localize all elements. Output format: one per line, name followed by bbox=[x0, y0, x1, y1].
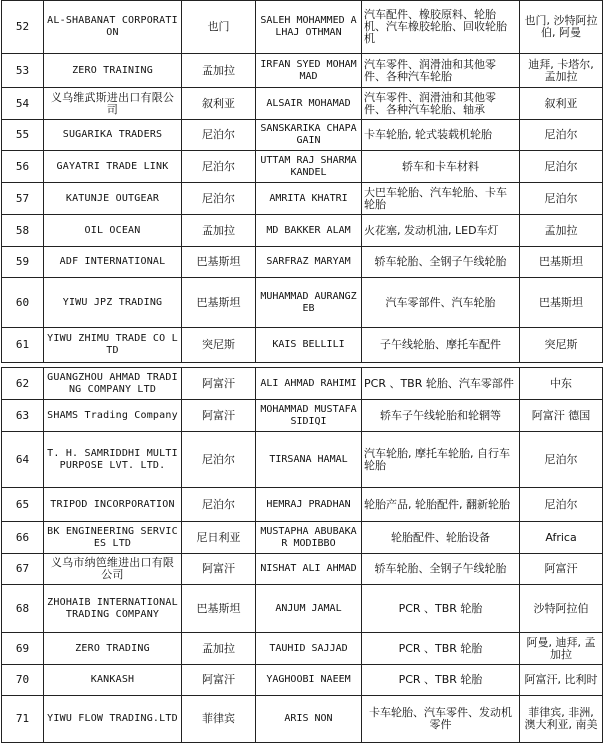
products: PCR 、TBR 轮胎、汽车零部件 bbox=[362, 368, 520, 400]
table-row bbox=[2, 120, 603, 151]
table-row bbox=[2, 432, 603, 488]
company-name: KATUNJE OUTGEAR bbox=[44, 183, 182, 215]
market: 菲律宾, 非洲, 澳大利亚, 南美 bbox=[520, 696, 603, 743]
company-name: GUANGZHOU AHMAD TRADING COMPANY LTD bbox=[44, 368, 182, 400]
contact-person: MD BAKKER ALAM bbox=[256, 215, 362, 247]
table-row bbox=[2, 665, 603, 696]
products: PCR 、TBR 轮胎 bbox=[362, 633, 520, 665]
row-number: 55 bbox=[2, 120, 44, 151]
row-number: 59 bbox=[2, 247, 44, 278]
country: 孟加拉 bbox=[182, 215, 256, 247]
table-row bbox=[2, 368, 603, 400]
market: 巴基斯坦 bbox=[520, 278, 603, 328]
table-row bbox=[2, 328, 603, 363]
market: 阿曼, 迪拜, 孟加拉 bbox=[520, 633, 603, 665]
company-name: SHAMS Trading Company bbox=[44, 400, 182, 432]
market: 巴基斯坦 bbox=[520, 247, 603, 278]
contact-person: AMRITA KHATRI bbox=[256, 183, 362, 215]
company-name: ZERO TRADING bbox=[44, 633, 182, 665]
contact-person: ALSAIR MOHAMAD bbox=[256, 88, 362, 120]
products: 轮胎产品, 轮胎配件, 翻新轮胎 bbox=[362, 488, 520, 522]
company-name: YIWU JPZ TRADING bbox=[44, 278, 182, 328]
country: 突尼斯 bbox=[182, 328, 256, 363]
company-name: TRIPOD INCORPORATION bbox=[44, 488, 182, 522]
products: 汽车零件、润滑油和其他零件、各种汽车轮胎 bbox=[362, 54, 520, 88]
row-number: 65 bbox=[2, 488, 44, 522]
row-number: 69 bbox=[2, 633, 44, 665]
products: 大巴车轮胎、汽车轮胎、卡车轮胎 bbox=[362, 183, 520, 215]
company-name: KANKASH bbox=[44, 665, 182, 696]
row-number: 71 bbox=[2, 696, 44, 743]
company-name: 义乌维武斯进出口有限公司 bbox=[44, 88, 182, 120]
table-row bbox=[2, 247, 603, 278]
company-name: BK ENGINEERING SERVICES LTD bbox=[44, 522, 182, 554]
row-number: 53 bbox=[2, 54, 44, 88]
row-number: 57 bbox=[2, 183, 44, 215]
contact-person: SANSKARIKA CHAPAGAIN bbox=[256, 120, 362, 151]
country: 菲律宾 bbox=[182, 696, 256, 743]
products: 轿车和卡车材料 bbox=[362, 151, 520, 183]
contact-person: UTTAM RAJ SHARMA KANDEL bbox=[256, 151, 362, 183]
company-name: ZERO TRAINING bbox=[44, 54, 182, 88]
table-row bbox=[2, 585, 603, 633]
contact-person: SALEH MOHAMMED ALHAJ OTHMAN bbox=[256, 1, 362, 54]
contact-person: SARFRAZ MARYAM bbox=[256, 247, 362, 278]
table-row bbox=[2, 633, 603, 665]
products: PCR 、TBR 轮胎 bbox=[362, 585, 520, 633]
contact-person: ANJUM JAMAL bbox=[256, 585, 362, 633]
company-name: YIWU FLOW TRADING.LTD bbox=[44, 696, 182, 743]
company-name: YIWU ZHIMU TRADE CO LTD bbox=[44, 328, 182, 363]
market: 迪拜, 卡塔尔, 孟加拉 bbox=[520, 54, 603, 88]
row-number: 56 bbox=[2, 151, 44, 183]
contact-person: KAIS BELLILI bbox=[256, 328, 362, 363]
market: 尼泊尔 bbox=[520, 432, 603, 488]
contact-person: TIRSANA HAMAL bbox=[256, 432, 362, 488]
contact-person: MOHAMMAD MUSTAFA SIDIQI bbox=[256, 400, 362, 432]
market: 叙利亚 bbox=[520, 88, 603, 120]
market: 阿富汗 bbox=[520, 554, 603, 585]
contact-person: ARIS NON bbox=[256, 696, 362, 743]
country: 阿富汗 bbox=[182, 368, 256, 400]
row-number: 64 bbox=[2, 432, 44, 488]
products: 汽车零件、润滑油和其他零件、各种汽车轮胎、轴承 bbox=[362, 88, 520, 120]
products: 汽车零部件、汽车轮胎 bbox=[362, 278, 520, 328]
row-number: 66 bbox=[2, 522, 44, 554]
row-number: 67 bbox=[2, 554, 44, 585]
table-row bbox=[2, 183, 603, 215]
products: 汽车轮胎, 摩托车轮胎, 自行车轮胎 bbox=[362, 432, 520, 488]
country: 阿富汗 bbox=[182, 554, 256, 585]
products: 子午线轮胎、摩托车配件 bbox=[362, 328, 520, 363]
country: 孟加拉 bbox=[182, 633, 256, 665]
products: 轿车轮胎、全钢子午线轮胎 bbox=[362, 247, 520, 278]
company-name: AL-SHABANAT CORPORATION bbox=[44, 1, 182, 54]
contact-person: MUHAMMAD AURANGZEB bbox=[256, 278, 362, 328]
country: 阿富汗 bbox=[182, 665, 256, 696]
table-row bbox=[2, 522, 603, 554]
products: PCR 、TBR 轮胎 bbox=[362, 665, 520, 696]
country: 尼泊尔 bbox=[182, 151, 256, 183]
table-row bbox=[2, 696, 603, 743]
contact-person: MUSTAPHA ABUBAKAR MODIBBO bbox=[256, 522, 362, 554]
country: 叙利亚 bbox=[182, 88, 256, 120]
products: 卡车轮胎, 轮式装载机轮胎 bbox=[362, 120, 520, 151]
products: 卡车轮胎、汽车零件、发动机零件 bbox=[362, 696, 520, 743]
products: 轿车轮胎、全钢子午线轮胎 bbox=[362, 554, 520, 585]
contact-person: IRFAN SYED MOHAMMAD bbox=[256, 54, 362, 88]
market: 尼泊尔 bbox=[520, 488, 603, 522]
row-number: 61 bbox=[2, 328, 44, 363]
country: 尼泊尔 bbox=[182, 183, 256, 215]
row-number: 68 bbox=[2, 585, 44, 633]
market: 孟加拉 bbox=[520, 215, 603, 247]
country: 尼泊尔 bbox=[182, 488, 256, 522]
country: 也门 bbox=[182, 1, 256, 54]
country: 巴基斯坦 bbox=[182, 585, 256, 633]
row-number: 60 bbox=[2, 278, 44, 328]
products: 汽车配件、橡胶原料、轮胎机、汽车橡胶轮胎、回收轮胎机 bbox=[362, 1, 520, 54]
market: 尼泊尔 bbox=[520, 151, 603, 183]
country: 尼泊尔 bbox=[182, 432, 256, 488]
contact-person: ALI AHMAD RAHIMI bbox=[256, 368, 362, 400]
company-name: GAYATRI TRADE LINK bbox=[44, 151, 182, 183]
contact-person: HEMRAJ PRADHAN bbox=[256, 488, 362, 522]
company-name: 义乌市纳笆维进出口有限公司 bbox=[44, 554, 182, 585]
company-name: OIL OCEAN bbox=[44, 215, 182, 247]
market: 沙特阿拉伯 bbox=[520, 585, 603, 633]
table-row bbox=[2, 278, 603, 328]
customer-table-sheet bbox=[1, 0, 603, 743]
contact-person: NISHAT ALI AHMAD bbox=[256, 554, 362, 585]
contact-person: TAUHID SAJJAD bbox=[256, 633, 362, 665]
company-name: T. H. SAMRIDDHI MULTIPURPOSE LVT. LTD. bbox=[44, 432, 182, 488]
products: 轿车子午线轮胎和轮辋等 bbox=[362, 400, 520, 432]
table-row bbox=[2, 554, 603, 585]
row-number: 58 bbox=[2, 215, 44, 247]
market: 尼泊尔 bbox=[520, 183, 603, 215]
table-row bbox=[2, 88, 603, 120]
country: 巴基斯坦 bbox=[182, 247, 256, 278]
market: 尼泊尔 bbox=[520, 120, 603, 151]
country: 孟加拉 bbox=[182, 54, 256, 88]
table-row bbox=[2, 1, 603, 54]
market: Africa bbox=[520, 522, 603, 554]
country: 尼泊尔 bbox=[182, 120, 256, 151]
company-name: ADF INTERNATIONAL bbox=[44, 247, 182, 278]
table-row bbox=[2, 54, 603, 88]
market: 阿富汗 德国 bbox=[520, 400, 603, 432]
table-row bbox=[2, 151, 603, 183]
market: 也门, 沙特阿拉伯, 阿曼 bbox=[520, 1, 603, 54]
table-row bbox=[2, 488, 603, 522]
table-row bbox=[2, 400, 603, 432]
contact-person: YAGHOOBI NAEEM bbox=[256, 665, 362, 696]
row-number: 54 bbox=[2, 88, 44, 120]
country: 巴基斯坦 bbox=[182, 278, 256, 328]
country: 阿富汗 bbox=[182, 400, 256, 432]
products: 火花塞, 发动机油, LED车灯 bbox=[362, 215, 520, 247]
row-number: 52 bbox=[2, 1, 44, 54]
table-row bbox=[2, 215, 603, 247]
company-name: SUGARIKA TRADERS bbox=[44, 120, 182, 151]
customer-table bbox=[1, 0, 603, 743]
company-name: ZHOHAIB INTERNATIONAL TRADING COMPANY bbox=[44, 585, 182, 633]
country: 尼日利亚 bbox=[182, 522, 256, 554]
market: 阿富汗, 比利时 bbox=[520, 665, 603, 696]
products: 轮胎配件、轮胎设备 bbox=[362, 522, 520, 554]
row-number: 62 bbox=[2, 368, 44, 400]
row-number: 63 bbox=[2, 400, 44, 432]
market: 中东 bbox=[520, 368, 603, 400]
row-number: 70 bbox=[2, 665, 44, 696]
market: 突尼斯 bbox=[520, 328, 603, 363]
